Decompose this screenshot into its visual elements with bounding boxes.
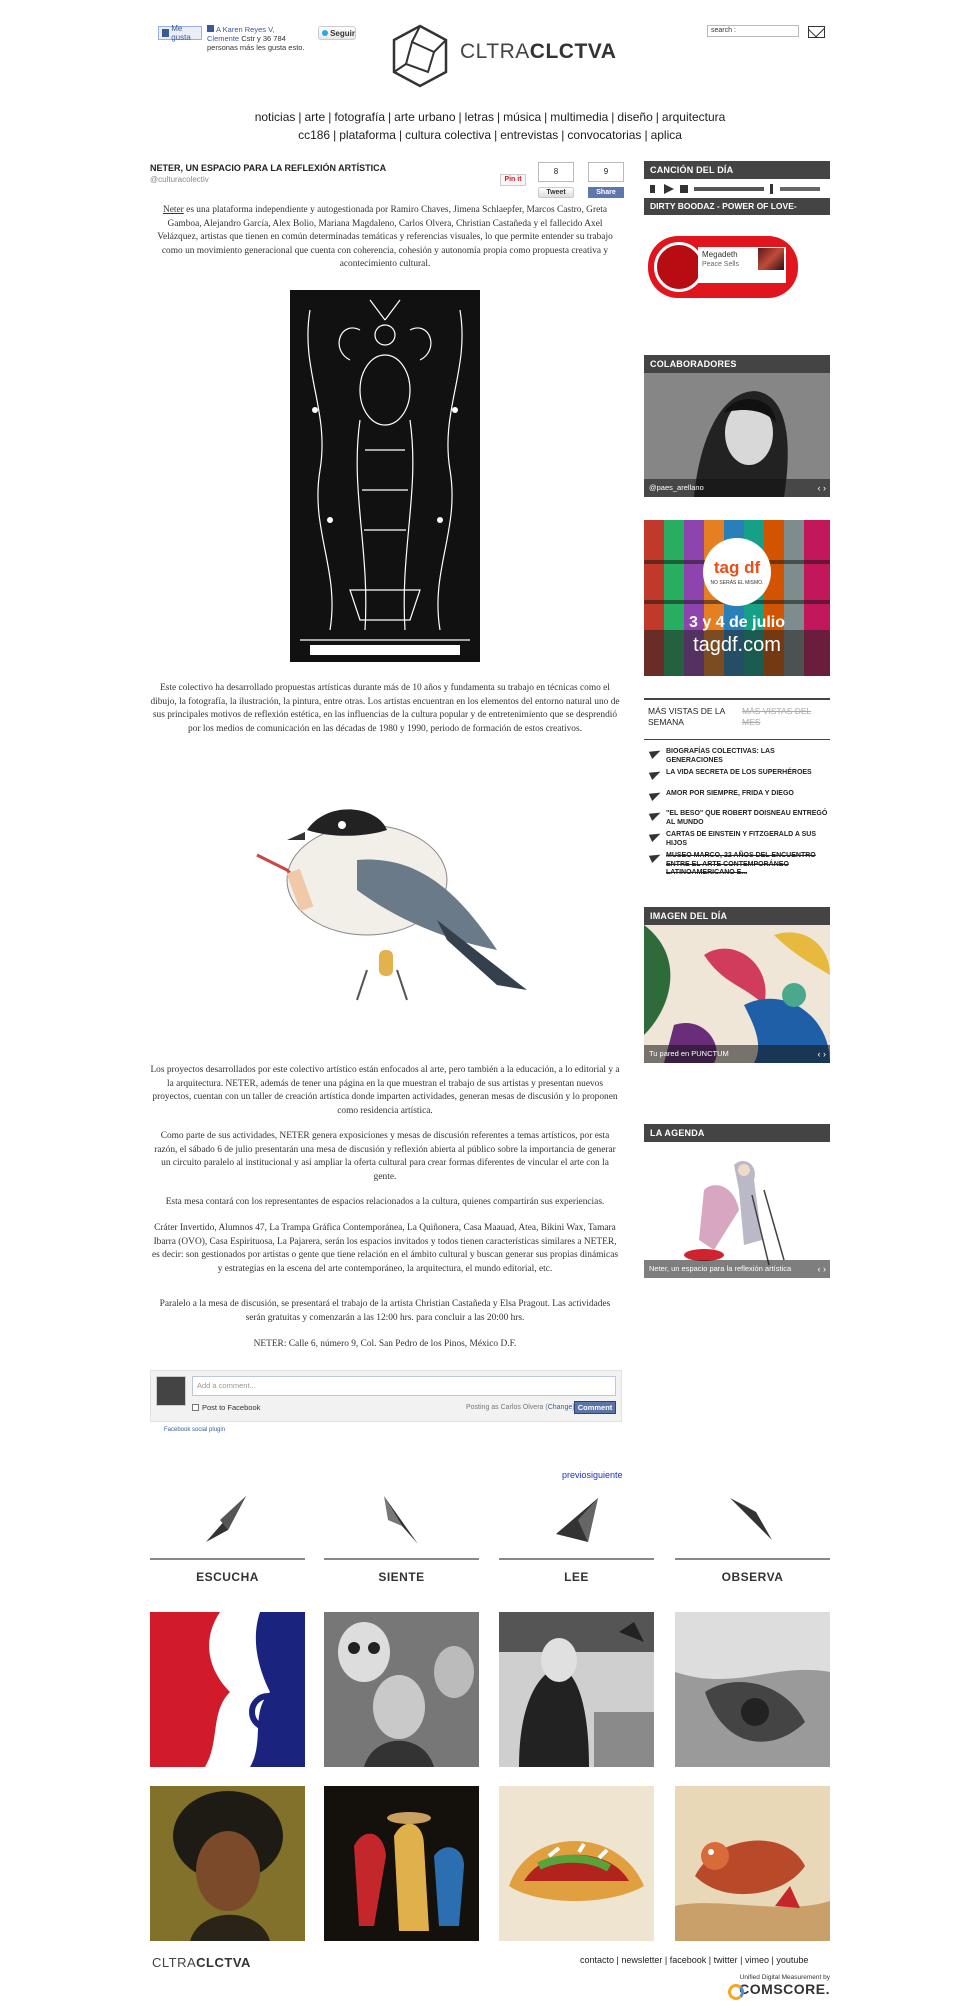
category-escucha[interactable]: ESCUCHA	[196, 1570, 259, 1584]
most-viewed-item[interactable]: LA VIDA SECRETA DE LOS SUPERHÉROES	[648, 769, 830, 778]
change-user-link[interactable]: Change	[547, 1404, 573, 1411]
search-input[interactable]: search :	[707, 25, 799, 37]
category-divider	[150, 1558, 305, 1560]
siente-shard-icon[interactable]	[372, 1490, 432, 1550]
carousel-arrows-icon[interactable]: ‹ ›	[817, 1264, 826, 1274]
main-nav-row-1	[0, 110, 980, 124]
article-illustration-bird	[197, 770, 557, 1010]
thumbs-up-icon	[162, 29, 169, 37]
fb-social-context: A Karen Reyes V, Clemente Cstr y 36 784 personas más les gusta esto.	[207, 25, 305, 52]
facebook-icon	[207, 25, 214, 32]
album-cover	[758, 248, 784, 270]
separator: |	[561, 128, 565, 142]
footer-link-youtube[interactable]: youtube	[776, 1955, 809, 1965]
agenda-caption: Neter, un espacio para la reflexión artística	[644, 1260, 830, 1278]
separator: |	[644, 128, 648, 142]
category-divider	[324, 1558, 479, 1560]
comment-button[interactable]: Comment	[574, 1401, 616, 1414]
nav-item-música[interactable]: música	[503, 110, 542, 124]
category-observa[interactable]: OBSERVA	[721, 1570, 784, 1584]
footer-links	[580, 1955, 808, 1965]
site-logo[interactable]: CLTRACLCTVA	[460, 40, 617, 63]
separator: |	[298, 110, 302, 124]
separator: |	[388, 110, 392, 124]
audio-player[interactable]	[648, 182, 828, 196]
fb-like-button[interactable]: Me gusta	[158, 26, 202, 40]
nav-item-multimedia[interactable]: multimedia	[550, 110, 609, 124]
music-widget-info: Megadeth Peace Sells	[698, 247, 786, 283]
nav-item-arte[interactable]: arte	[304, 110, 326, 124]
article-title: NETER, UN ESPACIO PARA LA REFLEXIÓN ARTÍSTICA	[150, 163, 387, 173]
most-viewed-item[interactable]: MUSEO MARCO, 22 AÑOS DEL ENCUENTRO ENTRE EL ARTE CONTEMPORÁNEO LATINOAMERICANO E...	[648, 852, 830, 878]
twitter-follow-button[interactable]: Seguir	[318, 26, 356, 40]
nav-item-entrevistas[interactable]: entrevistas	[500, 128, 559, 142]
separator: |	[662, 1955, 670, 1965]
article-paragraph-3: Los proyectos desarrollados por este colectivo artístico están enfocados al arte, pero también a la educación, a lo editorial y a la arquitectura. NETER, además de tener una página en la que muestran el trabajo de sus artistas y presentan nuevos proyectos, cuentan con un taller de creación artística donde imparten actividades, generan mesas de discusión y lo proponen como residencia artística.	[150, 1065, 620, 1116]
collaborators-heading: COLABORADORES	[644, 355, 830, 373]
pager	[562, 1470, 623, 1480]
nav-item-fotografía[interactable]: fotografía	[334, 110, 386, 124]
separator: |	[497, 110, 501, 124]
image-of-day-heading: IMAGEN DEL DÍA	[644, 907, 830, 925]
category-divider	[499, 1558, 654, 1560]
collaborator-caption: @paes_arellano	[644, 479, 830, 497]
most-viewed-item[interactable]: CARTAS DE EINSTEIN Y FITZGERALD A SUS HIJOS	[648, 831, 830, 848]
neter-link[interactable]: Neter	[162, 205, 184, 215]
nav-item-letras[interactable]: letras	[464, 110, 494, 124]
nav-item-aplica[interactable]: aplica	[650, 128, 682, 142]
tagdf-logo: tag df	[713, 558, 761, 577]
article-paragraph-6: Cráter Invertido, Alumnos 47, La Trampa Gráfica Contemporánea, La Quiñonera, Casa Maauad, Atea, Bikini Wax, Tamara Ibarra (OVO), Casa Espirituosa, La Pajarera, serán los espacios invitados y todos tienen características similares a NETER, es decir: son gestionados por artistas o gente que tiene relación en el ámbito cultural y buscan generar sus propias dinámicas y estrategias en la escena del arte contemporáneo, la arquitectura, el mundo editorial, etc.	[152, 1223, 618, 1274]
article-paragraph-1: Neter es una plataforma independiente y autogestionada por Ramiro Chaves, Jimena Schlaepfer, Marcos Castro, Greta Gamboa, Alejandro García, Alex Bolio, Mariana Magdaleno, Carlos Olvera, Christian Castañeda y el fallecido Axel Velázquez, artistas que tienen en común determinadas temáticas y referencias visuales, lo que permite entender su trabajo como un movimiento generacional que cuenta con coherencia, cohesión y autonomía propia como propuesta creativa y acontecimiento cultural.	[157, 205, 613, 269]
lee-thumbnail-2[interactable]	[499, 1786, 654, 1941]
most-viewed-item[interactable]: "EL BESO" QUE ROBERT DOISNEAU ENTREGÓ AL MUNDO	[648, 810, 830, 827]
tagdf-url: tagdf.com	[693, 634, 781, 656]
footer-link-newsletter[interactable]: newsletter	[621, 1955, 663, 1965]
agenda-heading: LA AGENDA	[644, 1124, 830, 1142]
song-title: DIRTY BOODAZ - POWER OF LOVE-	[644, 198, 830, 215]
twitter-bird-icon	[322, 30, 328, 36]
main-nav-row-2	[0, 128, 980, 142]
posting-as-text: Posting as Carlos Olvera (Change	[466, 1404, 573, 1411]
category-siente[interactable]: SIENTE	[378, 1570, 425, 1584]
post-to-facebook-checkbox[interactable]: Post to Facebook	[192, 1403, 260, 1412]
footer-link-contacto[interactable]: contacto	[580, 1955, 615, 1965]
mail-icon[interactable]	[808, 26, 825, 38]
observa-shard-icon[interactable]	[722, 1490, 782, 1550]
siente-thumbnail-2[interactable]	[324, 1786, 479, 1941]
separator: |	[398, 128, 403, 142]
nav-item-noticias[interactable]: noticias	[254, 110, 296, 124]
song-of-day-heading: CANCIÓN DEL DÍA	[644, 161, 830, 179]
article-paragraph-5: Esta mesa contará con los representantes de espacios relacionados a la cultura, quienes compartirán sus experiencias.	[165, 1197, 605, 1207]
article-handle[interactable]: @culturacolectiv	[150, 175, 209, 184]
separator: |	[328, 110, 332, 124]
article-paragraph-2: Este colectivo ha desarrollado propuestas artísticas durante más de 10 años y fundamenta su trabajo en técnicas como el dibujo, la fotografía, la ilustración, la pintura, entre otras. Los artistas encuentran en los elementos del entorno natural uno de sus principales motivos de reflexión estética, en las influencias de la cultura popular y de entretenimiento que se desprendió por los medios de comunicación en las décadas de 1980 y 1990, periodo de formación de estos creativos.	[150, 683, 620, 734]
footer-logo[interactable]: CLTRACLCTVA	[152, 1955, 251, 1970]
separator: |	[458, 110, 462, 124]
separator: |	[333, 128, 337, 142]
most-viewed-item[interactable]: BIOGRAFÍAS COLECTIVAS: LAS GENERACIONES	[648, 748, 830, 765]
separator: |	[494, 128, 498, 142]
lee-thumbnail[interactable]	[499, 1612, 654, 1767]
separator: |	[655, 110, 659, 124]
article-paragraph-8: NETER: Calle 6, número 9, Col. San Pedro de los Pinos, México D.F.	[253, 1339, 517, 1349]
separator: |	[706, 1955, 714, 1965]
next-link[interactable]: siguiente	[586, 1470, 623, 1480]
article-illustration-goat	[290, 290, 480, 662]
tweet-button[interactable]: Tweet	[538, 187, 574, 198]
image-of-day-caption: Tu pared en PUNCTUM	[644, 1045, 830, 1063]
carousel-arrows-icon[interactable]: ‹ ›	[817, 1049, 826, 1059]
nav-item-arquitectura[interactable]: arquitectura	[661, 110, 726, 124]
pinterest-button[interactable]: Pin it	[500, 174, 526, 186]
tab-most-viewed-month[interactable]: MÁS VISTAS DEL MES	[742, 706, 812, 727]
agenda-image[interactable]	[644, 1150, 830, 1278]
nav-item-plataforma[interactable]: plataforma	[339, 128, 396, 142]
siente-thumbnail[interactable]	[324, 1612, 479, 1767]
article-paragraph-4: Como parte de sus actividades, NETER genera exposiciones y mesas de discusión referentes a temas artísticos, por esta razón, el sábado 6 de julio presentarán una mesa de discusión y reflexión abierta al público sobre la importancia de generar un circuito paralelo al institucional y así ampliar la oferta cultural para crear formas diferentes de vincular el arte con la gente.	[154, 1131, 616, 1182]
nav-item-convocatorias[interactable]: convocatorias	[567, 128, 642, 142]
most-viewed-item[interactable]: AMOR POR SIEMPRE, FRIDA Y DIEGO	[648, 790, 830, 799]
observa-thumbnail[interactable]	[675, 1612, 830, 1767]
fb-share-button[interactable]: Share	[588, 187, 624, 198]
escucha-thumbnail-2[interactable]	[150, 1786, 305, 1941]
footer-link-vimeo[interactable]: vimeo	[744, 1955, 769, 1965]
separator: |	[544, 110, 548, 124]
tagdf-tagline: NO SERÁS EL MISMO.	[710, 580, 764, 586]
vinyl-icon	[654, 242, 704, 292]
separator: |	[737, 1955, 745, 1965]
checkbox-icon	[192, 1404, 199, 1411]
nav-item-cultura-colectiva[interactable]: cultura colectiva	[405, 128, 492, 142]
previous-link[interactable]: previo	[562, 1470, 587, 1480]
separator: |	[769, 1955, 777, 1965]
lee-shard-icon[interactable]	[548, 1490, 608, 1550]
comscore-logo-icon	[728, 1984, 744, 2000]
observa-thumbnail-2[interactable]	[675, 1786, 830, 1941]
share-count: 9	[588, 162, 624, 182]
category-divider	[675, 1558, 830, 1560]
nav-item-diseño[interactable]: diseño	[617, 110, 653, 124]
separator: |	[614, 1955, 622, 1965]
escucha-thumbnail[interactable]	[150, 1612, 305, 1767]
footer-link-twitter[interactable]: twitter	[713, 1955, 738, 1965]
tagdf-dates: 3 y 4 de julio	[688, 614, 786, 631]
separator: |	[611, 110, 615, 124]
commenter-avatar	[156, 1376, 186, 1406]
tweet-count: 8	[538, 162, 574, 182]
comscore-badge[interactable]: Unified Digital Measurement by COMSCORE.	[720, 1974, 830, 2006]
tab-most-viewed-week[interactable]: MÁS VISTAS DE LA SEMANA	[648, 706, 725, 727]
footer-link-facebook[interactable]: facebook	[669, 1955, 707, 1965]
carousel-arrows-icon[interactable]: ‹ ›	[817, 483, 826, 493]
nav-item-cc186[interactable]: cc186	[298, 128, 331, 142]
comment-input[interactable]: Add a comment...	[192, 1376, 616, 1396]
image-of-day-photo[interactable]	[644, 925, 830, 1063]
fb-friend-link[interactable]: A Karen Reyes V, Clemente	[207, 25, 275, 43]
category-lee[interactable]: LEE	[564, 1570, 589, 1584]
escucha-shard-icon[interactable]	[198, 1490, 258, 1550]
article-paragraph-7: Paralelo a la mesa de discusión, se presentará el trabajo de la artista Christian Castañeda y Elsa Pragout. Las actividades serán gratuitas y comenzarán a las 12:00 hrs. para concluir a las 20:00 hrs.	[159, 1299, 611, 1323]
logo-mark-icon[interactable]	[390, 24, 450, 88]
nav-item-arte-urbano[interactable]: arte urbano	[394, 110, 456, 124]
fb-plugin-link[interactable]: Facebook social plugin	[164, 1427, 226, 1433]
